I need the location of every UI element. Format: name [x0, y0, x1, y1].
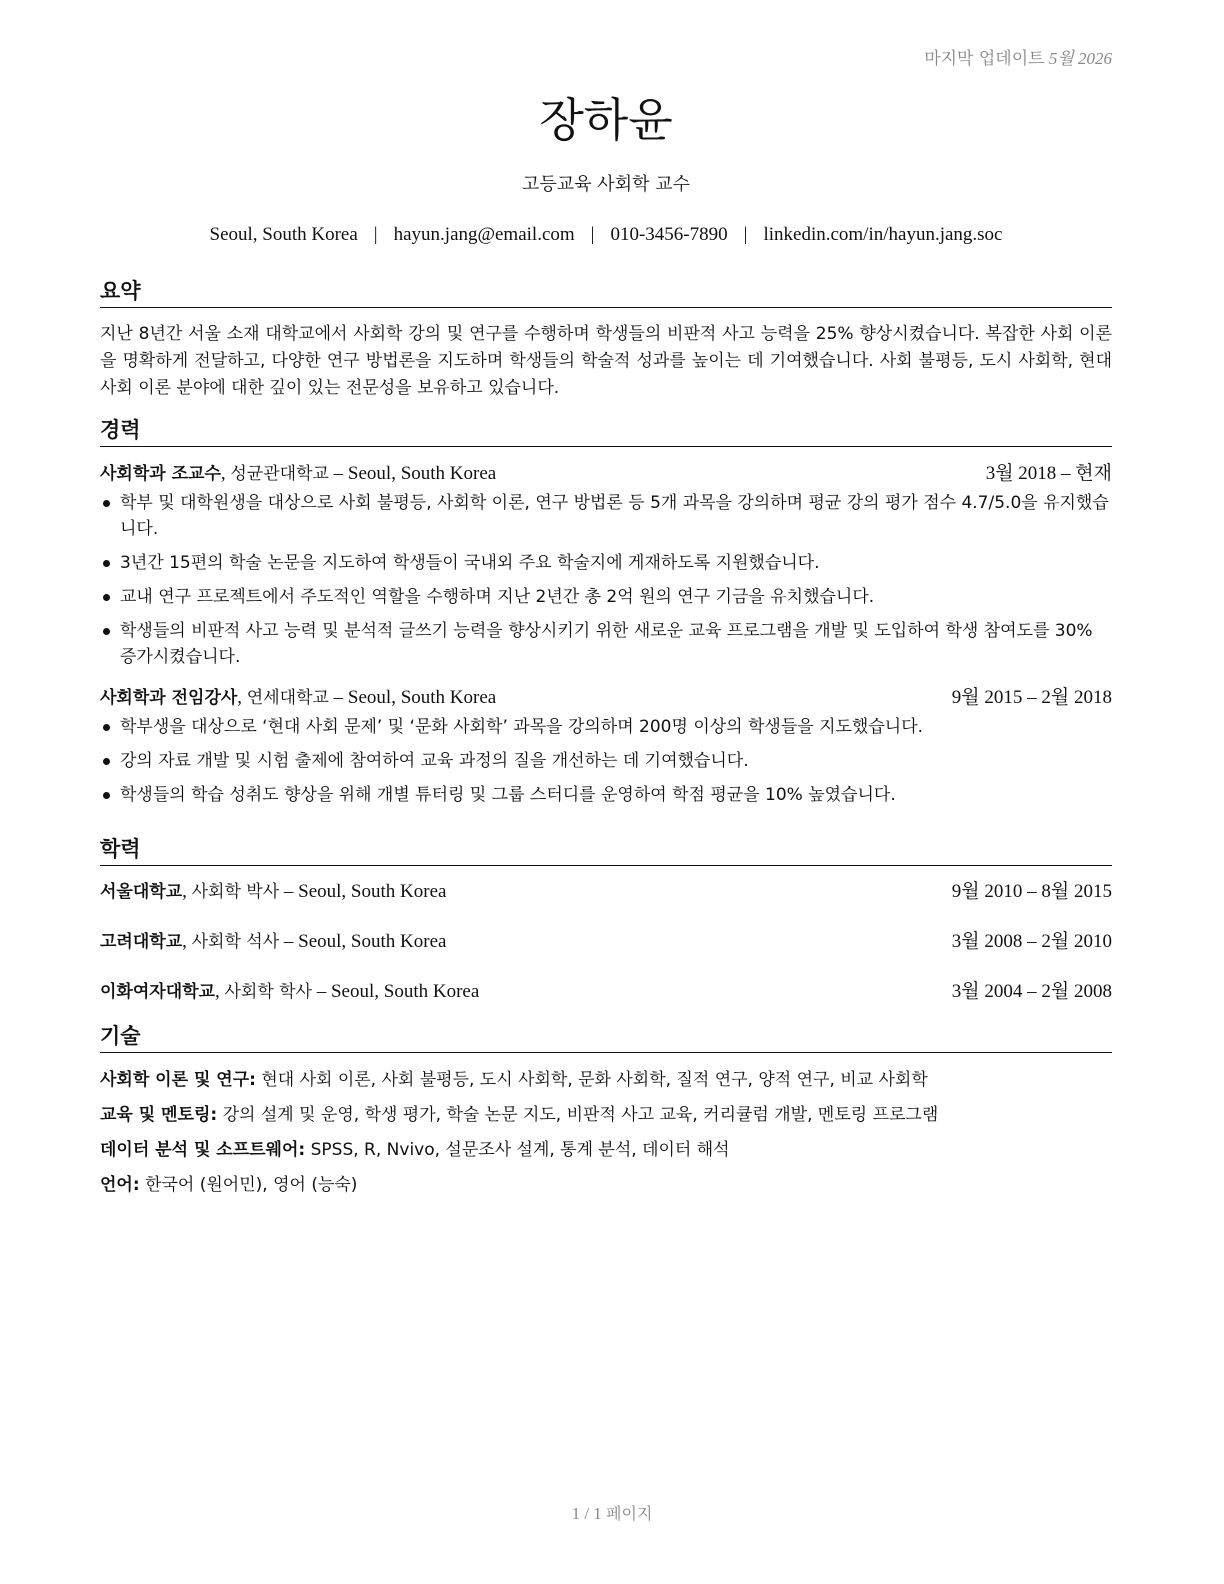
contact-linkedin[interactable]: linkedin.com/in/hayun.jang.soc	[763, 224, 1003, 245]
job-bullet: 학생들의 학습 성취도 향상을 위해 개별 튜터링 및 그룹 스터디를 운영하여 학점 평균을 10% 높였습니다.	[100, 782, 1112, 808]
contact-separator: |	[373, 224, 378, 245]
education-entry: 서울대학교, 사회학 박사 – Seoul, South Korea 9월 2010 – 8월 2015	[100, 878, 1112, 906]
contact-line	[100, 224, 1112, 246]
page-label: 페이지	[606, 1504, 653, 1523]
skill-value: 강의 설계 및 운영, 학생 평가, 학술 논문 지도, 비판적 사고 교육, 커리큘럼 개발, 멘토링 프로그램	[222, 1105, 939, 1125]
job-bullets	[100, 714, 1112, 808]
education-school: 서울대학교	[100, 882, 183, 902]
education-dates: 3월 2008 – 2월 2010	[951, 931, 1112, 952]
job-dates: 3월 2018 – 현재	[985, 463, 1112, 484]
job-org: 연세대학교	[246, 688, 329, 708]
education-degree: 사회학 석사	[191, 932, 280, 952]
job-role: 사회학과 조교수	[100, 464, 221, 484]
skill-label: 데이터 분석 및 소프트웨어:	[100, 1140, 306, 1160]
contact-email[interactable]: hayun.jang@email.com	[393, 224, 575, 245]
education-section	[100, 833, 1112, 1006]
page-footer	[0, 1501, 1224, 1524]
contact-location: Seoul, South Korea	[209, 224, 358, 245]
skills-section	[100, 1020, 1112, 1207]
job-entry	[100, 460, 1112, 670]
education-dates: 9월 2010 – 8월 2015	[951, 881, 1112, 902]
job-title: 고등교육 사회학 교수	[522, 174, 690, 195]
job-bullet: 학부생을 대상으로 ‘현대 사회 문제’ 및 ‘문화 사회학’ 과목을 강의하며 200명 이상의 학생들을 지도했습니다.	[100, 714, 1112, 740]
education-school: 고려대학교	[100, 932, 183, 952]
education-entry: 이화여자대학교, 사회학 학사 – Seoul, South Korea 3월 2004 – 2월 2008	[100, 978, 1112, 1006]
section-title: 경력	[100, 414, 1112, 447]
section-title: 요약	[100, 275, 1112, 308]
last-updated	[924, 44, 1112, 69]
education-location: Seoul, South Korea	[298, 881, 447, 902]
education-entry: 고려대학교, 사회학 석사 – Seoul, South Korea 3월 2008 – 2월 2010	[100, 928, 1112, 956]
skill-row	[100, 1137, 1112, 1164]
skill-label: 언어:	[100, 1175, 140, 1195]
education-location: Seoul, South Korea	[298, 931, 447, 952]
job-dates: 9월 2015 – 2월 2018	[951, 687, 1112, 708]
job-bullet: 3년간 15편의 학술 논문을 지도하여 학생들이 국내외 주요 학술지에 게재하도록 지원했습니다.	[100, 550, 1112, 576]
job-bullets	[100, 490, 1112, 670]
last-updated-date: 5월 2026	[1048, 49, 1112, 68]
education-dates: 3월 2004 – 2월 2008	[951, 981, 1112, 1002]
job-location: Seoul, South Korea	[347, 463, 497, 484]
last-updated-label: 마지막 업데이트	[924, 49, 1045, 69]
contact-separator: |	[590, 224, 595, 245]
contact-phone: 010-3456-7890	[610, 224, 728, 245]
skill-label: 교육 및 멘토링:	[100, 1105, 218, 1125]
education-degree: 사회학 박사	[191, 882, 280, 902]
skill-row	[100, 1102, 1112, 1129]
section-title: 학력	[100, 833, 1112, 866]
job-bullet: 강의 자료 개발 및 시험 출제에 참여하여 교육 과정의 질을 개선하는 데 기여했습니다.	[100, 748, 1112, 774]
job-header: 사회학과 조교수, 성균관대학교 – Seoul, South Korea 3월 2018 – 현재	[100, 460, 1112, 488]
person-name: 장하윤	[539, 93, 673, 147]
summary-section	[100, 275, 1112, 402]
education-degree: 사회학 학사	[224, 982, 312, 1002]
skill-label: 사회학 이론 및 연구:	[100, 1070, 256, 1090]
contact-separator: |	[743, 224, 748, 245]
skill-value: 현대 사회 이론, 사회 불평등, 도시 사회학, 문화 사회학, 질적 연구, 양적 연구, 비교 사회학	[261, 1070, 928, 1090]
skill-row	[100, 1172, 1112, 1199]
job-org: 성균관대학교	[230, 464, 329, 484]
summary-text: 지난 8년간 서울 소재 대학교에서 사회학 강의 및 연구를 수행하며 학생들의 비판적 사고 능력을 25% 향상시켰습니다. 복잡한 사회 이론을 명확하게 전달하고, 다양한 연구 방법론을 지도하며 학생들의 학술적 성과를 높이는 데 기여했습니다. 사회 불평등, 도시 사회학, 현대 사회 이론 분야에 대한 깊이 있는 전문성을 보유하고 있습니다.	[100, 324, 1112, 398]
education-location: Seoul, South Korea	[330, 981, 480, 1002]
education-school: 이화여자대학교	[100, 982, 215, 1002]
job-role: 사회학과 전임강사	[100, 688, 238, 708]
job-bullet: 교내 연구 프로젝트에서 주도적인 역할을 수행하며 지난 2년간 총 2억 원의 연구 기금을 유치했습니다.	[100, 584, 1112, 610]
section-title: 기술	[100, 1020, 1112, 1053]
experience-section	[100, 414, 1112, 816]
skill-value: SPSS, R, Nvivo, 설문조사 설계, 통계 분석, 데이터 해석	[310, 1140, 730, 1160]
skill-row	[100, 1067, 1112, 1094]
job-location: Seoul, South Korea	[347, 687, 497, 708]
job-header: 사회학과 전임강사, 연세대학교 – Seoul, South Korea 9월 2015 – 2월 2018	[100, 684, 1112, 712]
job-entry	[100, 684, 1112, 808]
skill-value: 한국어 (원어민), 영어 (능숙)	[145, 1175, 358, 1195]
job-bullet: 학부 및 대학원생을 대상으로 사회 불평등, 사회학 이론, 연구 방법론 등 5개 과목을 강의하며 평균 강의 평가 점수 4.7/5.0을 유지했습니다.	[100, 490, 1112, 542]
job-bullet: 학생들의 비판적 사고 능력 및 분석적 글쓰기 능력을 향상시키기 위한 새로운 교육 프로그램을 개발 및 도입하여 학생 참여도를 30% 증가시켰습니다.	[100, 618, 1112, 670]
page-count: 1 / 1	[571, 1504, 602, 1523]
